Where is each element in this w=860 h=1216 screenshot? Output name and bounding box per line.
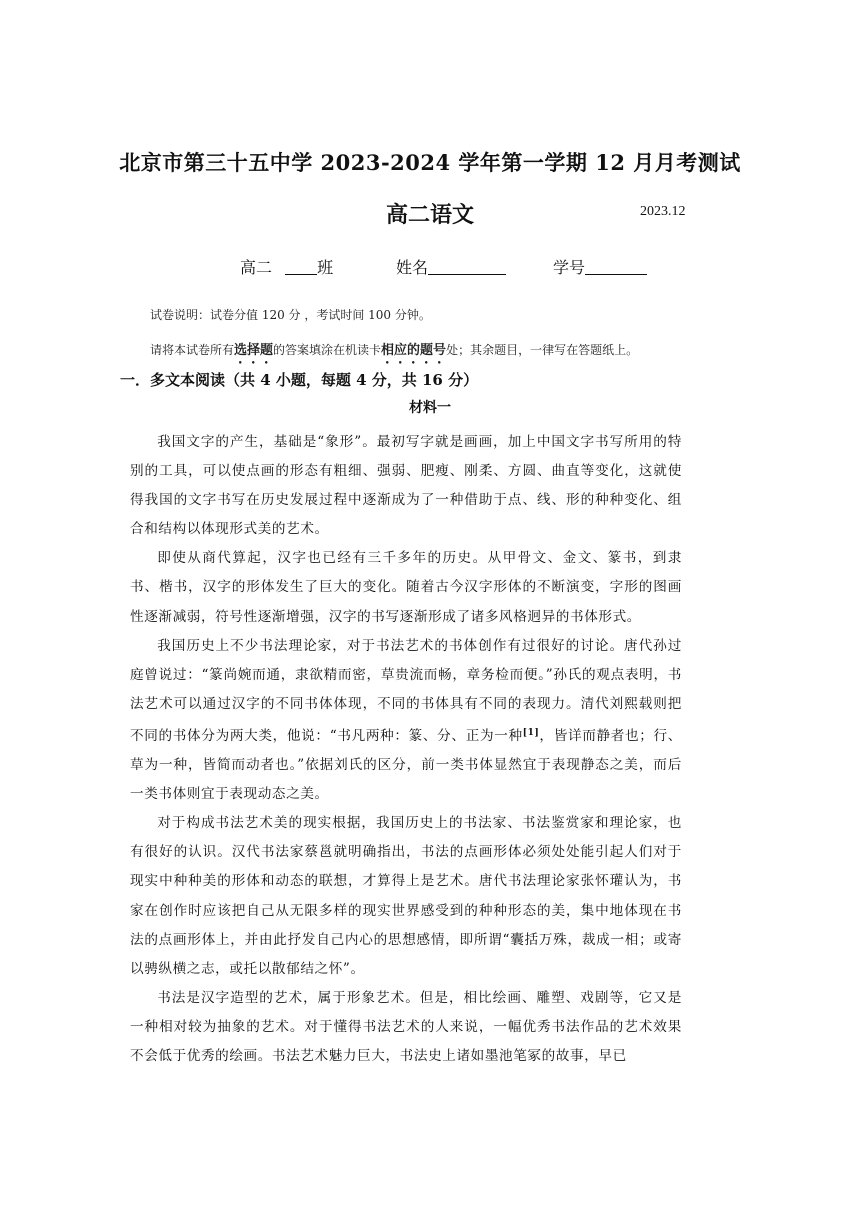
subject-title: 高二语文 [385,202,474,228]
paragraph-text: ，皆详而静者也；行、草为一种，皆简而动者也。”依据刘氏的区分，前一类书体显然宜于表现静态之美，而后一类书体则宜于表现动态之美。 [130,727,683,803]
paragraph [130,544,682,631]
id-label: 学号 [553,258,586,277]
paragraph: 对于构成书法艺术美的现实根据，我国历史上的书法家、书法鉴赏家和理论家，也有很好的认识。汉代书法家蔡邕就明确指出，书法的点画形体必须处处能引起人们对于现实中种种美的形体和动态的联想，才算得上是艺术。唐代书法理论家张怀瓘认为，书家在创作时应该把自己从无限多样的现实世界感受到的种种形态的美，集中地体现在书法的点画形体上，并由此抒发自己内心的思想感情，即所谓“囊括万殊，裁成一相；或寄以骋纵横之志，或托以散郁结之怀”。 [130,815,682,977]
reading-passage [130,428,682,1071]
exam-date: 2023.12 [640,204,686,219]
paragraph-text: 我国历史上不少书法理论家，对于书法艺术的书体创作有过很好的讨论。唐代孙过庭曾说过：“篆尚婉而通，隶欲精而密，草贵流而畅，章务检而便。”孙氏的观点表明，书法艺术可以通过汉字的不同书体体现，不同的书体具有不同的表现力。清代刘熙载则把不同的书体分为两大类，他说：“书凡两种：篆、分、正为一种 [130,637,682,744]
exam-note-answer-instructions [150,339,638,367]
grade-label: 高二 [240,258,273,277]
paragraph-text: 即使从商代算起，汉字也已经有三千多年的历史。从甲骨文、金文、篆书，到隶书、楷书，汉字的形体发生了巨大的变化。随着古今汉字形体的不断演变，字形的图画性逐渐减弱，符号性逐渐增强，汉字的书写逐渐形成了诸多风格迥异的书体形式。 [130,550,682,625]
name-blank[interactable] [428,258,506,275]
note-emphasis-choice: 选择题 [234,343,274,358]
paragraph: 书法是汉字造型的艺术，属于形象艺术。但是，相比绘画、雕塑、戏剧等，它又是一种相对较为抽象的艺术。对于懂得书法艺术的人来说，一幅优秀书法作品的艺术效果不会低于优秀的绘画。书法艺术魅力巨大，书法史上诸如墨池笔冢的故事，早已 [130,989,682,1064]
id-blank[interactable] [585,258,647,275]
name-field [396,255,506,278]
id-field [553,255,647,278]
section-heading: 一．多文本阅读（共 4 小题，每题 4 分，共 16 分） [120,371,479,389]
note-text: 处；其余题目，一律写在答题纸上。 [446,343,639,357]
footnote-marker[interactable]: [1] [522,727,540,738]
paragraph: 我国文字的产生，基础是“象形”。最初写字就是画画，加上中国文字书写所用的特别的工具，可以使点画的形态有粗细、强弱、肥瘦、刚柔、方圆、曲直等变化，这就使得我国的文字书写在历史发展过程中逐渐成为了一种借助于点、线、形的种种变化、组合和结构以体现形式美的艺术。 [130,434,682,538]
name-label: 姓名 [396,258,429,277]
exam-title: 北京市第三十五中学 2023-2024 学年第一学期 12 月月考测试 [119,150,741,175]
note-text: 的答案填涂在机读卡 [273,343,382,357]
grade-field [240,255,333,278]
material-title: 材料一 [409,400,451,416]
paragraph [130,632,682,810]
note-emphasis-number: 相应的题号 [381,343,447,358]
class-label: 班 [317,258,334,277]
class-blank[interactable] [285,258,317,275]
note-text: 请将本试卷所有 [150,343,235,357]
exam-note-score-time: 试卷说明：试卷分值 120 分 ，考试时间 100 分钟。 [150,308,431,322]
